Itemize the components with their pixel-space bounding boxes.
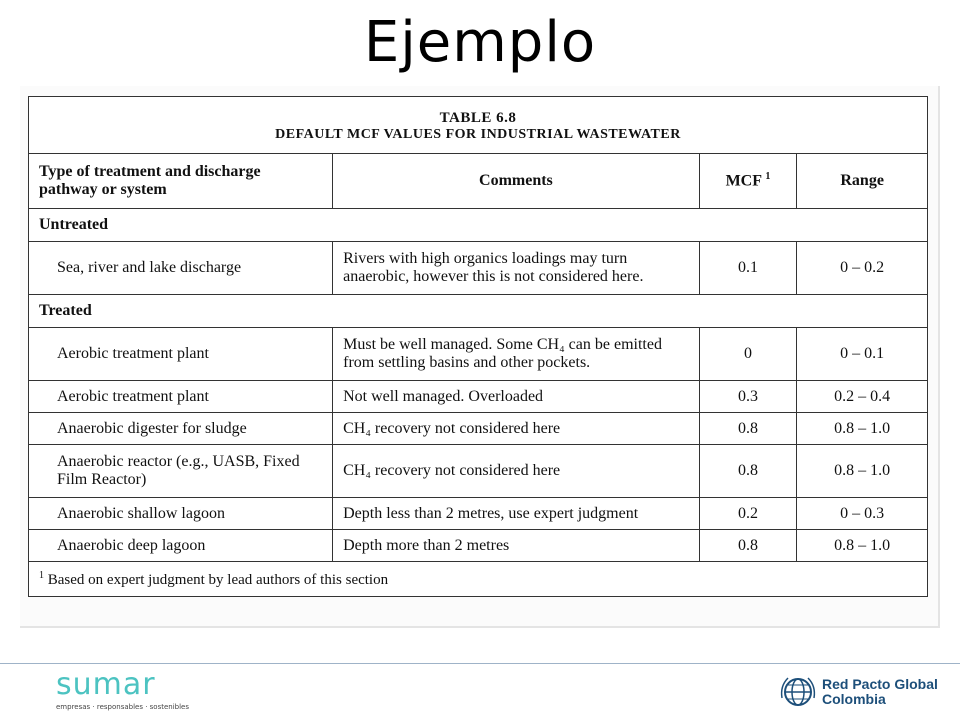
pacto-global-logo bbox=[778, 672, 938, 712]
cell-comments: CH₄ recovery not considered here bbox=[333, 445, 700, 498]
footer-divider bbox=[0, 663, 960, 664]
cell-mcf: 0.1 bbox=[699, 242, 797, 295]
cell-type: Aerobic treatment plant bbox=[29, 381, 333, 413]
table-header-row bbox=[29, 154, 928, 209]
cell-type: Aerobic treatment plant bbox=[29, 328, 333, 381]
table-row bbox=[29, 381, 928, 413]
cell-range: 0 – 0.3 bbox=[797, 498, 928, 530]
sumar-logo bbox=[56, 668, 189, 711]
group-label-treated: Treated bbox=[29, 295, 928, 328]
table-caption-title: DEFAULT MCF VALUES FOR INDUSTRIAL WASTEWATER bbox=[275, 126, 681, 142]
cell-type: Anaerobic shallow lagoon bbox=[29, 498, 333, 530]
table-row bbox=[29, 530, 928, 562]
header-mcf bbox=[699, 154, 797, 209]
pacto-logo-line1: Red Pacto Global bbox=[822, 676, 938, 692]
cell-type: Sea, river and lake discharge bbox=[29, 242, 333, 295]
pacto-logo-line2: Colombia bbox=[822, 691, 886, 707]
cell-type: Anaerobic reactor (e.g., UASB, Fixed Film Reactor) bbox=[29, 445, 333, 498]
group-row-treated bbox=[29, 295, 928, 328]
cell-mcf: 0.2 bbox=[699, 498, 797, 530]
table-row bbox=[29, 498, 928, 530]
table-row bbox=[29, 242, 928, 295]
cell-type: Anaerobic digester for sludge bbox=[29, 413, 333, 445]
header-mcf-footnote-mark: 1 bbox=[765, 171, 771, 183]
group-label-untreated: Untreated bbox=[29, 209, 928, 242]
table-row bbox=[29, 413, 928, 445]
sumar-logo-word: sumar bbox=[56, 667, 156, 702]
cell-range: 0.8 – 1.0 bbox=[797, 445, 928, 498]
slide-title: Ejemplo bbox=[363, 10, 597, 75]
cell-mcf: 0.8 bbox=[699, 445, 797, 498]
table-scan bbox=[20, 86, 940, 628]
footnote-mark: 1 bbox=[39, 569, 44, 581]
cell-comments: Rivers with high organics loadings may turn anaerobic, however this is not considered here. bbox=[333, 242, 700, 295]
header-type: Type of treatment and discharge pathway or system bbox=[29, 154, 333, 209]
group-row-untreated bbox=[29, 209, 928, 242]
header-comments: Comments bbox=[333, 154, 700, 209]
table-row bbox=[29, 328, 928, 381]
cell-comments: Not well managed. Overloaded bbox=[333, 381, 700, 413]
header-mcf-label: MCF bbox=[725, 172, 762, 190]
cell-mcf: 0.8 bbox=[699, 530, 797, 562]
table-row bbox=[29, 445, 928, 498]
cell-mcf: 0.3 bbox=[699, 381, 797, 413]
table-footnote-row bbox=[29, 562, 928, 597]
cell-comments: Must be well managed. Some CH₄ can be emitted from settling basins and other pockets. bbox=[333, 328, 700, 381]
table-caption-number: TABLE 6.8 bbox=[439, 109, 517, 126]
footnote-text: Based on expert judgment by lead authors of this section bbox=[47, 571, 389, 588]
cell-range: 0 – 0.2 bbox=[797, 242, 928, 295]
mcf-table bbox=[28, 96, 928, 597]
cell-type: Anaerobic deep lagoon bbox=[29, 530, 333, 562]
table-caption-row bbox=[29, 97, 928, 154]
cell-comments: CH₄ recovery not considered here bbox=[333, 413, 700, 445]
cell-comments: Depth more than 2 metres bbox=[333, 530, 700, 562]
pacto-logo-text bbox=[822, 677, 938, 707]
cell-comments: Depth less than 2 metres, use expert judgment bbox=[333, 498, 700, 530]
cell-range: 0.2 – 0.4 bbox=[797, 381, 928, 413]
cell-range: 0.8 – 1.0 bbox=[797, 530, 928, 562]
cell-mcf: 0 bbox=[699, 328, 797, 381]
table-footnote bbox=[29, 562, 928, 597]
table-caption bbox=[29, 97, 928, 154]
cell-mcf: 0.8 bbox=[699, 413, 797, 445]
cell-range: 0 – 0.1 bbox=[797, 328, 928, 381]
cell-range: 0.8 – 1.0 bbox=[797, 413, 928, 445]
globe-icon bbox=[778, 672, 818, 712]
header-range: Range bbox=[797, 154, 928, 209]
sumar-logo-tagline: empresas · responsables · sostenibles bbox=[56, 703, 190, 711]
